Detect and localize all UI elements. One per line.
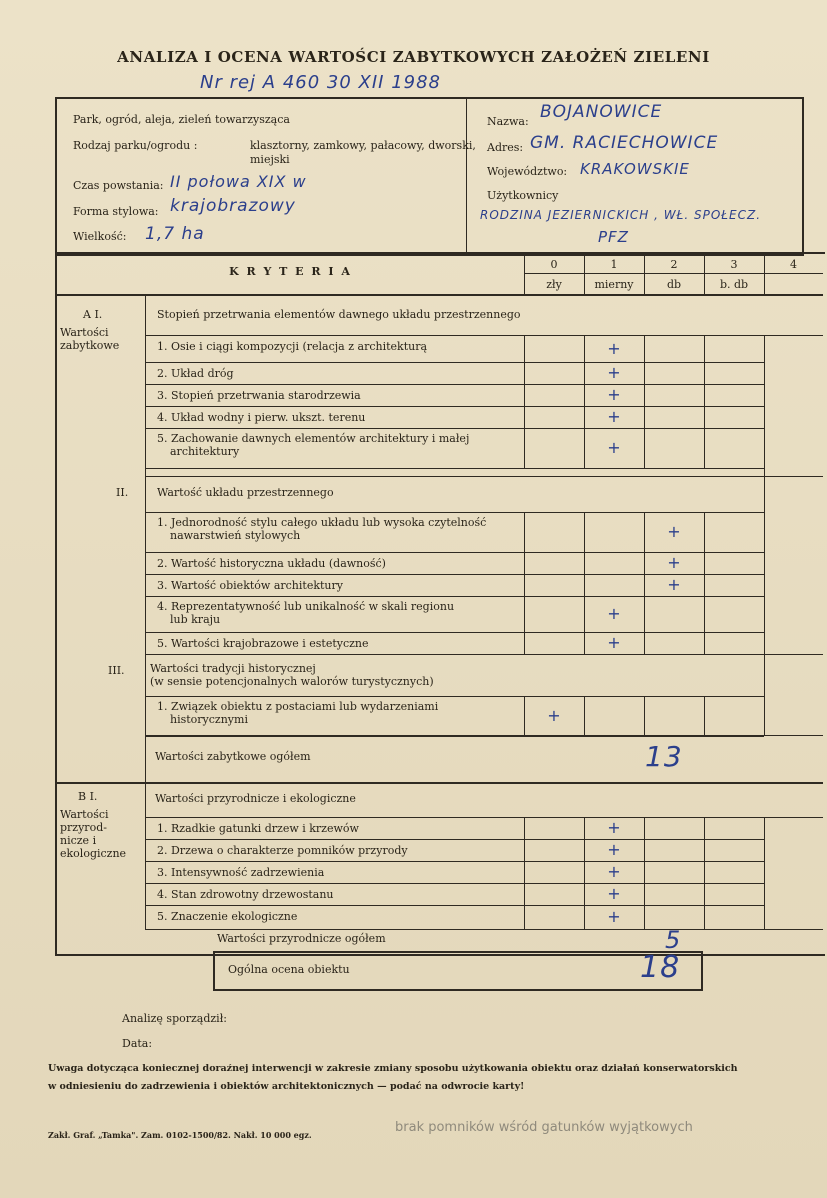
b-row-2-mark: + bbox=[607, 862, 621, 881]
name-label: Nazwa: bbox=[487, 115, 529, 128]
right-grid-line-b bbox=[764, 817, 765, 929]
grid-line-2-head bbox=[644, 254, 645, 294]
b-row-0-mark: + bbox=[607, 818, 621, 837]
footer-note-1: Uwaga dotycząca koniecznej doraźnej interwencji w zakresie zmiany sposobu użytkowania obiektu oraz działań konserwatorskich bbox=[48, 1063, 738, 1074]
grid-line-4-head bbox=[764, 254, 765, 294]
b-row-4-label: 5. Znaczenie ekologiczne bbox=[157, 910, 298, 923]
group-2-num: II. bbox=[116, 486, 129, 499]
a-row-3-bottom-line bbox=[145, 428, 764, 429]
section-col-line-b bbox=[145, 783, 146, 929]
section-b-title-line bbox=[145, 817, 823, 818]
users-value: RODZINA JEZIERNICKICH , WŁ. SPOŁECZ. bbox=[480, 208, 762, 222]
b-row-3-mark: + bbox=[607, 884, 621, 903]
address-label: Adres: bbox=[487, 141, 524, 154]
a-row-5-col-3-line bbox=[704, 512, 705, 552]
group-2-top-line bbox=[145, 476, 823, 477]
voivodeship-label: Województwo: bbox=[487, 165, 568, 178]
section-b-title: Wartości przyrodnicze i ekologiczne bbox=[155, 792, 356, 805]
scale-col-0-num: 0 bbox=[550, 258, 558, 271]
b-row-4-col-3-line bbox=[704, 905, 705, 929]
b-row-3-col-2-line bbox=[644, 883, 645, 905]
a-row-9-col-2-line bbox=[644, 632, 645, 654]
a-row-6-mark: + bbox=[667, 553, 681, 572]
a-row-8-bottom-line bbox=[145, 632, 764, 633]
a-row-4-col-3-line bbox=[704, 428, 705, 468]
group-3-title: Wartości tradycji historycznej bbox=[150, 662, 316, 675]
a-row-10-label: 1. Związek obiektu z postaciami lub wydarzeniami bbox=[157, 700, 439, 713]
a-row-6-col-1-line bbox=[584, 552, 585, 574]
a-row-2-label: 3. Stopień przetrwania starodrzewia bbox=[157, 389, 361, 402]
a-row-9-col-3-line bbox=[704, 632, 705, 654]
a-row-4-col-0-line bbox=[524, 428, 525, 468]
scale-col-4-num: 4 bbox=[790, 258, 797, 271]
b-row-1-col-0-line bbox=[524, 839, 525, 861]
name-value: BOJANOWICE bbox=[540, 102, 663, 122]
scale-col-2-num: 2 bbox=[670, 258, 678, 271]
b-row-2-bottom-line bbox=[145, 883, 764, 884]
a-row-4-label: 5. Zachowanie dawnych elementów architektury i małej bbox=[157, 432, 470, 445]
scale-col-1-name: mierny bbox=[594, 278, 634, 291]
a-row-10-label-2: historycznymi bbox=[170, 713, 248, 726]
faint-handwritten-note: brak pomników wśród gatunków wyjątkowych bbox=[395, 1120, 693, 1135]
style-value: krajobrazowy bbox=[170, 196, 296, 216]
a-row-2-col-3-line bbox=[704, 384, 705, 406]
b-row-4-col-0-line bbox=[524, 905, 525, 929]
a-row-6-label: 2. Wartość historyczna układu (dawność) bbox=[157, 557, 386, 570]
created-label: Czas powstania: bbox=[73, 179, 164, 192]
total-b-top-line bbox=[145, 929, 823, 930]
a-row-7-col-3-line bbox=[704, 574, 705, 596]
grid-line-3-head bbox=[704, 254, 705, 294]
b-row-1-col-3-line bbox=[704, 839, 705, 861]
group-2-title: Wartość układu przestrzennego bbox=[157, 486, 334, 499]
printer-line: Zakł. Graf. „Tamka". Zam. 0102-1500/82. Nakł. 10 000 egz. bbox=[48, 1130, 312, 1140]
a-row-10-col-2-line bbox=[644, 696, 645, 736]
a-row-5-label-2: nawarstwień stylowych bbox=[170, 529, 301, 542]
a-row-5-col-1-line bbox=[584, 512, 585, 552]
scale-col-0-name: zły bbox=[546, 278, 562, 291]
section-b-label: B I. bbox=[78, 790, 98, 803]
section-b-name-3: nicze i bbox=[60, 834, 97, 847]
grid-line-0-head bbox=[524, 254, 525, 294]
size-value: 1,7 ha bbox=[145, 224, 205, 244]
b-row-1-bottom-line bbox=[145, 861, 764, 862]
b-row-1-mark: + bbox=[607, 840, 621, 859]
a-row-2-mark: + bbox=[607, 385, 621, 404]
b-row-3-col-3-line bbox=[704, 883, 705, 905]
type-options: klasztorny, zamkowy, pałacowy, dworski, bbox=[250, 139, 476, 152]
group-3-title-2: (w sensie potencjonalnych walorów turystycznych) bbox=[150, 675, 434, 688]
a-row-10-col-1-line bbox=[584, 696, 585, 736]
a-row-8-col-3-line bbox=[704, 596, 705, 632]
a-row-6-col-3-line bbox=[704, 552, 705, 574]
a-row-0-bottom-line bbox=[145, 362, 764, 363]
style-label: Forma stylowa: bbox=[73, 205, 159, 218]
overall-label: Ogólna ocena obiektu bbox=[228, 963, 350, 976]
scale-col-3-num: 3 bbox=[730, 258, 738, 271]
overall-value: 18 bbox=[640, 950, 681, 985]
address-value: GM. RACIECHOWICE bbox=[530, 133, 719, 153]
users-value-2: PFZ bbox=[598, 228, 629, 246]
b-row-0-col-0-line bbox=[524, 817, 525, 839]
a-row-3-col-2-line bbox=[644, 406, 645, 428]
group-3-num: III. bbox=[108, 664, 125, 677]
a-row-8-col-2-line bbox=[644, 596, 645, 632]
a-row-8-label: 4. Reprezentatywność lub unikalność w skali regionu bbox=[157, 600, 455, 613]
b-row-4-col-2-line bbox=[644, 905, 645, 929]
section-b-name-4: ekologiczne bbox=[60, 847, 127, 860]
voivodeship-value: KRAKOWSKIE bbox=[580, 160, 690, 178]
criteria-label: K R Y T E R I A bbox=[229, 265, 352, 278]
group-1-title: Stopień przetrwania elementów dawnego układu przestrzennego bbox=[157, 308, 521, 321]
scale-col-3-name: b. db bbox=[719, 278, 749, 291]
a-row-9-col-0-line bbox=[524, 632, 525, 654]
a-row-1-mark: + bbox=[607, 363, 621, 382]
a-row-3-mark: + bbox=[607, 407, 621, 426]
a-row-7-col-0-line bbox=[524, 574, 525, 596]
b-row-1-col-2-line bbox=[644, 839, 645, 861]
scale-header-line bbox=[524, 273, 823, 274]
a-row-9-label: 5. Wartości krajobrazowe i estetyczne bbox=[157, 637, 369, 650]
document-title: ANALIZA I OCENA WARTOŚCI ZABYTKOWYCH ZAŁOŻEŃ ZIELENI bbox=[117, 48, 710, 66]
total-b-value: 5 bbox=[665, 926, 682, 954]
a-row-1-bottom-line bbox=[145, 384, 764, 385]
a-row-10-mark: + bbox=[547, 706, 561, 725]
a-row-1-label: 2. Układ dróg bbox=[157, 367, 234, 380]
a-row-8-label-2: lub kraju bbox=[170, 613, 221, 626]
a-row-1-col-2-line bbox=[644, 362, 645, 384]
section-a-name-1: Wartości bbox=[60, 326, 109, 339]
created-value: II połowa XIX w bbox=[170, 172, 307, 191]
b-row-2-col-2-line bbox=[644, 861, 645, 883]
section-a-label: A I. bbox=[83, 308, 103, 321]
prepared-label: Analizę sporządził: bbox=[122, 1012, 227, 1025]
a-row-2-col-2-line bbox=[644, 384, 645, 406]
a-row-7-bottom-line bbox=[145, 596, 764, 597]
a-row-1-col-0-line bbox=[524, 362, 525, 384]
type-options-2: miejski bbox=[250, 153, 290, 166]
b-row-2-col-3-line bbox=[704, 861, 705, 883]
a-row-4-mark: + bbox=[607, 438, 621, 457]
b-row-2-col-0-line bbox=[524, 861, 525, 883]
b-row-0-col-2-line bbox=[644, 817, 645, 839]
a-row-4-bottom-line bbox=[145, 468, 764, 469]
a-row-0-mark: + bbox=[607, 338, 621, 358]
grid-line-1-head bbox=[584, 254, 585, 294]
b-row-0-label: 1. Rzadkie gatunki drzew i krzewów bbox=[157, 822, 359, 835]
a-row-2-bottom-line bbox=[145, 406, 764, 407]
a-row-7-mark: + bbox=[667, 575, 681, 594]
total-a-top-line bbox=[145, 735, 823, 736]
date-label: Data: bbox=[122, 1037, 153, 1050]
section-b-name-1: Wartości bbox=[60, 808, 109, 821]
a-row-0-label: 1. Osie i ciągi kompozycji (relacja z architekturą bbox=[157, 340, 428, 353]
b-row-1-label: 2. Drzewa o charakterze pomników przyrody bbox=[157, 844, 408, 857]
group-1-line bbox=[145, 335, 823, 336]
right-grid-line-a bbox=[764, 335, 765, 735]
section-a-name-2: zabytkowe bbox=[60, 339, 120, 352]
b-row-3-bottom-line bbox=[145, 905, 764, 906]
total-a-value: 13 bbox=[645, 740, 683, 773]
group-3-top-line bbox=[145, 654, 823, 655]
b-row-2-label: 3. Intensywność zadrzewienia bbox=[157, 866, 325, 879]
b-row-3-col-0-line bbox=[524, 883, 525, 905]
a-row-4-label-2: architektury bbox=[170, 445, 240, 458]
type-label: Rodzaj parku/ogrodu : bbox=[73, 139, 198, 152]
total-a-label: Wartości zabytkowe ogółem bbox=[155, 750, 311, 763]
group-2-title-line bbox=[145, 512, 764, 513]
registry-note: Nr rej A 460 30 XII 1988 bbox=[200, 72, 442, 93]
b-row-0-col-3-line bbox=[704, 817, 705, 839]
a-row-7-col-1-line bbox=[584, 574, 585, 596]
a-row-0-col-0-line bbox=[524, 335, 525, 362]
a-row-5-label: 1. Jednorodność stylu całego układu lub wysoka czytelność bbox=[157, 516, 487, 529]
header-bottom-line bbox=[57, 294, 823, 296]
b-row-0-bottom-line bbox=[145, 839, 764, 840]
total-b-label: Wartości przyrodnicze ogółem bbox=[217, 932, 386, 945]
a-row-4-col-2-line bbox=[644, 428, 645, 468]
users-label: Użytkownicy bbox=[487, 189, 559, 202]
a-row-8-mark: + bbox=[607, 604, 621, 623]
a-row-3-col-0-line bbox=[524, 406, 525, 428]
a-row-8-col-0-line bbox=[524, 596, 525, 632]
section-col-line-a bbox=[145, 295, 146, 782]
a-row-1-col-3-line bbox=[704, 362, 705, 384]
a-row-3-label: 4. Układ wodny i pierw. ukszt. terenu bbox=[157, 411, 366, 424]
a-row-10-bottom-line bbox=[145, 736, 764, 737]
footer-note-2: w odniesieniu do zadrzewienia i obiektów architektonicznych — podać na odwrocie karty! bbox=[48, 1081, 525, 1092]
a-row-3-col-3-line bbox=[704, 406, 705, 428]
a-row-2-col-0-line bbox=[524, 384, 525, 406]
a-row-0-col-3-line bbox=[704, 335, 705, 362]
group-3-title-line bbox=[145, 696, 764, 697]
scale-col-2-name: db bbox=[666, 278, 682, 291]
section-b-top-line bbox=[57, 782, 823, 784]
size-label: Wielkość: bbox=[73, 230, 127, 243]
a-row-6-col-0-line bbox=[524, 552, 525, 574]
a-row-10-col-3-line bbox=[704, 696, 705, 736]
a-row-5-mark: + bbox=[667, 522, 681, 541]
a-row-7-label: 3. Wartość obiektów architektury bbox=[157, 579, 343, 592]
a-row-9-mark: + bbox=[607, 633, 621, 652]
scale-col-1-num: 1 bbox=[610, 258, 618, 271]
header-divider bbox=[466, 99, 467, 252]
section-b-name-2: przyrod- bbox=[60, 821, 107, 834]
park-label: Park, ogród, aleja, zieleń towarzysząca bbox=[73, 113, 290, 126]
a-row-0-col-2-line bbox=[644, 335, 645, 362]
a-row-5-col-0-line bbox=[524, 512, 525, 552]
b-row-4-mark: + bbox=[607, 907, 621, 926]
b-row-3-label: 4. Stan zdrowotny drzewostanu bbox=[157, 888, 334, 901]
